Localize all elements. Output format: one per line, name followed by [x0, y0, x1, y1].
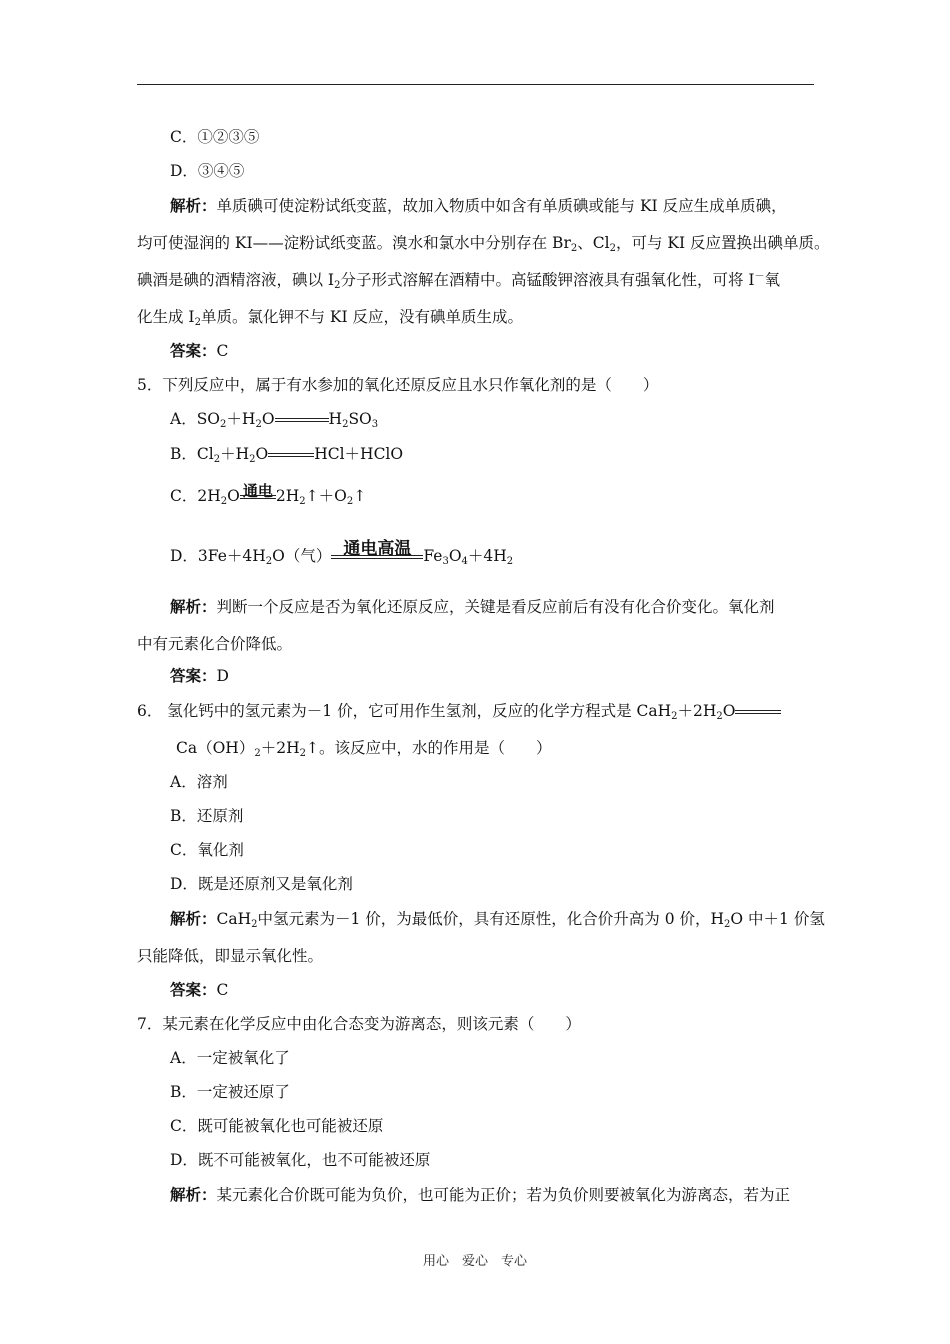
equals-sign [275, 418, 329, 422]
q5-answer: 答案：D [170, 666, 229, 685]
q7-option-b: B．一定被还原了 [170, 1083, 290, 1101]
q7-option-c: C．既可能被氧化也可能被还原 [170, 1117, 384, 1135]
q6-option-a: A．溶剂 [170, 773, 228, 791]
q4-option-d: D．③④⑤ [170, 162, 245, 180]
reaction-condition: 通电 [240, 487, 276, 507]
q4-option-c: C．①②③⑤ [170, 128, 260, 146]
equals-sign [735, 710, 781, 714]
q4-analysis-line-4: 化生成 $I_2$单质。氯化钾不与 KI 反应，没有碘单质生成。 [137, 308, 523, 328]
q6-analysis-line-1: 解析：CaH$_2$中氢元素为－1 价，为最低价，具有还原性，化合价升高为 0 价，$H_2O$ 中＋1 价氢 [170, 909, 825, 930]
q6-answer: 答案：C [170, 980, 229, 999]
q6-analysis-line-2: 只能降低，即显示氧化性。 [137, 947, 324, 965]
q7-stem: 7．某元素在化学反应中由化合态变为游离态，则该元素（ ） [137, 1015, 581, 1033]
header-rule [137, 84, 814, 85]
analysis-label: 解析： [170, 196, 217, 215]
q6-option-d: D．既是还原剂又是氧化剂 [170, 875, 353, 893]
q5-analysis-line-2: 中有元素化合价降低。 [137, 635, 293, 653]
q6-option-c: C．氧化剂 [170, 841, 244, 859]
q7-option-a: A．一定被氧化了 [170, 1049, 290, 1067]
page-footer: 用心 爱心 专心 [422, 1254, 527, 1269]
q5-analysis-line-1: 解析：判断一个反应是否为氧化还原反应，关键是看反应前后有没有化合价变化。氧化剂 [170, 597, 775, 616]
q4-answer: 答案：C [170, 341, 229, 360]
analysis-text: 单质碘可使淀粉试纸变蓝，故加入物质中如含有单质碘或能与 KI 反应生成单质碘， [216, 197, 787, 215]
q6-stem-line-1: 6． 氢化钙中的氢元素为－1 价，它可用作生氢剂，反应的化学方程式是 $CaH_2+2H_2O$ [137, 701, 781, 721]
q4-analysis-line-3: 碘酒是碘的酒精溶液，碘以 $I_2$分子形式溶解在酒精中。高锰酸钾溶液具有强氧化性，可将 I－氧 [137, 271, 781, 291]
q5-option-d: D．$3Fe+4H_2O$（气） 通电高温 $Fe_3O_4+4H_2$ [170, 539, 514, 567]
q5-stem: 5．下列反应中，属于有水参加的氧化还原反应且水只作氧化剂的是（ ） [137, 376, 659, 394]
q4-analysis-line-2: 均可使湿润的 KI——淀粉试纸变蓝。溴水和氯水中分别存在 $Br_2$、$Cl_2$，可与 KI 反应置换出碘单质。 [137, 234, 830, 254]
equals-sign [268, 453, 314, 457]
q7-analysis-line-1: 解析：某元素化合价既可能为负价，也可能为正价；若为负价则要被氧化为游离态，若为正 [170, 1185, 791, 1204]
q6-stem-line-2: $Ca(OH)_2+2H_2↑$。该反应中，水的作用是（ ） [176, 739, 552, 759]
q7-option-d: D．既不可能被氧化，也不可能被还原 [170, 1151, 431, 1169]
reaction-condition: 通电高温 [331, 547, 423, 567]
q5-option-b: B．$Cl_2+H_2O$ HCl＋HClO [170, 445, 404, 465]
q6-option-b: B．还原剂 [170, 807, 244, 825]
q5-option-c: C．$2H_2O$ 通电 $2H_2↑+O_2↑$ [170, 482, 367, 507]
q5-option-a: A．$SO_2+H_2O$ $H_2SO_3$ [170, 410, 379, 430]
q4-analysis-line-1 [170, 196, 787, 216]
